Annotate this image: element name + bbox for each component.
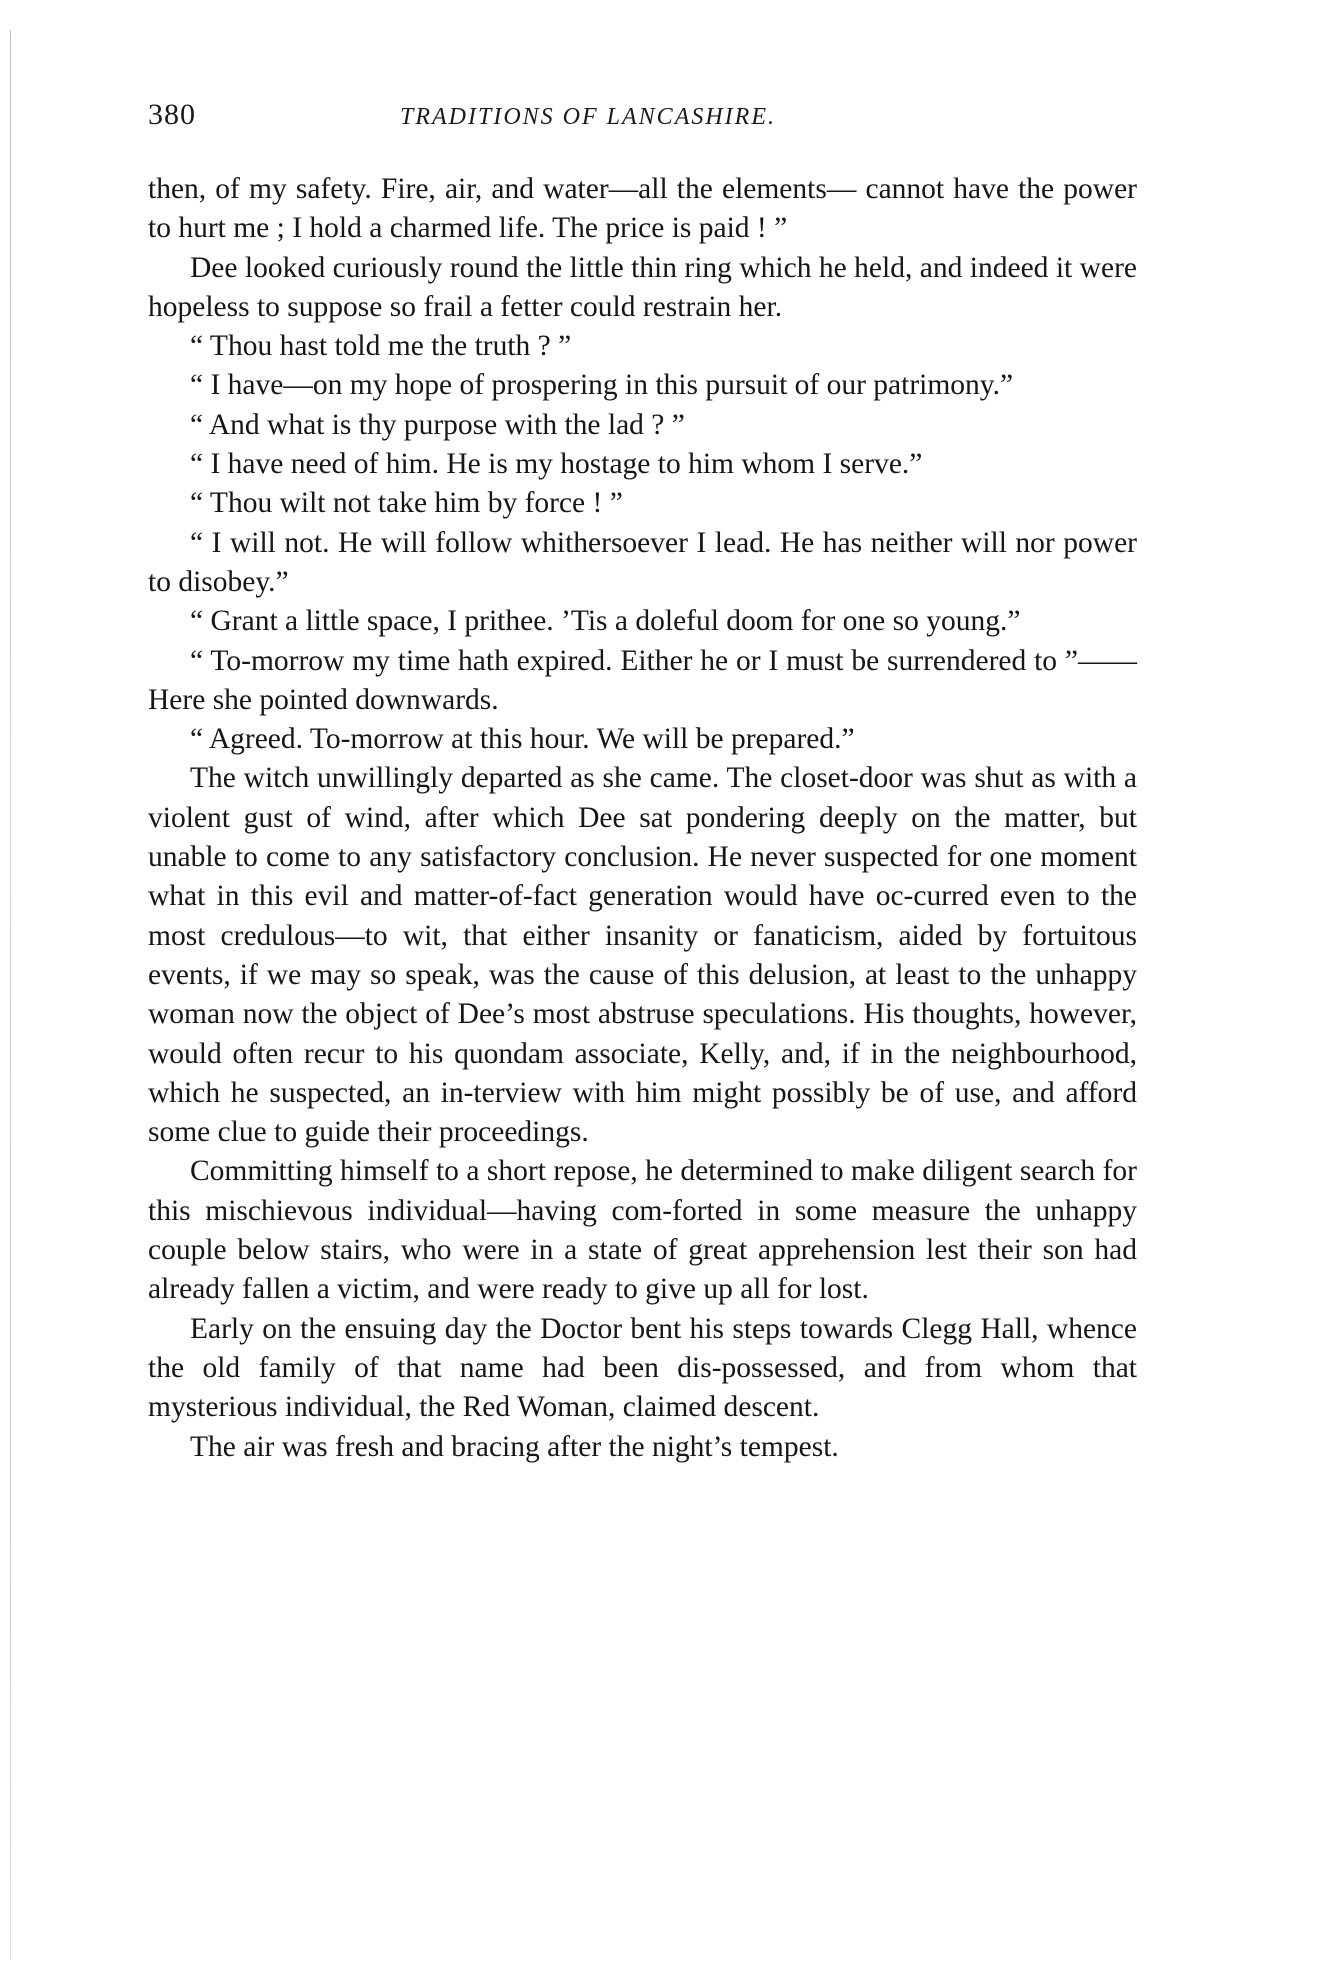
paragraph: Committing himself to a short repose, he determined to make diligent search for this mischievous individual—having com-forted in some measure the unhappy couple below stairs, who were in a state of great apprehension lest their son had already fallen a victim, and were ready to give up all for lost. — [148, 1155, 1137, 1306]
dialogue-line: “ Grant a little space, I prithee. ’Tis a doleful doom for one so young.” — [190, 605, 1021, 638]
page-number: 380 — [148, 98, 196, 131]
dialogue-line: “ Thou wilt not take him by force ! ” — [190, 487, 623, 520]
dialogue-line: “ I will not. He will follow whithersoever I lead. He has neither will nor power to disobey.” — [148, 526, 1137, 598]
paragraph: The witch unwillingly departed as she came. The closet-door was shut as with a violent gust of wind, after which Dee sat pondering deeply on the matter, but unable to come to any satisfactory conclusion. He never suspected for one moment what in this evil and matter-of-fact generation would have oc-curred even to the most credulous—to wit, that either insanity or fanaticism, aided by fortuitous events, if we may so speak, was the cause of this delusion, at least to the unhappy woman now the object of Dee’s most abstruse speculations. His thoughts, however, would often recur to his quondam associate, Kelly, and, if in the neighbourhood, which he suspected, an in-terview with him might possibly be of use, and afford some clue to guide their proceedings. — [148, 762, 1137, 1149]
body-text — [148, 170, 1137, 1467]
dialogue-line: “ I have—on my hope of prospering in this pursuit of our patrimony.” — [190, 369, 1014, 402]
paragraph-continued: then, of my safety. Fire, air, and water—all the elements— cannot have the power to hurt me ; I hold a charmed life. The price is paid ! ” — [148, 173, 1137, 245]
dialogue-line: “ Agreed. To-morrow at this hour. We will be prepared.” — [190, 723, 855, 756]
running-title: TRADITIONS OF LANCASHIRE. — [400, 104, 776, 130]
dialogue-line: “ And what is thy purpose with the lad ? ” — [190, 408, 685, 441]
page-gutter-edge — [10, 30, 11, 1960]
dialogue-line: “ To-morrow my time hath expired. Either he or I must be surrendered to ”—— Here she pointed downwards. — [148, 644, 1137, 716]
dialogue-line: “ Thou hast told me the truth ? ” — [190, 330, 572, 363]
dialogue-line: “ I have need of him. He is my hostage to him whom I serve.” — [190, 448, 923, 481]
paragraph: Dee looked curiously round the little thin ring which he held, and indeed it were hopeless to suppose so frail a fetter could restrain her. — [148, 251, 1137, 323]
page-header — [148, 98, 1138, 138]
paragraph: The air was fresh and bracing after the night’s tempest. — [190, 1430, 839, 1463]
paragraph: Early on the ensuing day the Doctor bent his steps towards Clegg Hall, whence the old family of that name had been dis-possessed, and from whom that mysterious individual, the Red Woman, claimed descent. — [148, 1312, 1137, 1424]
